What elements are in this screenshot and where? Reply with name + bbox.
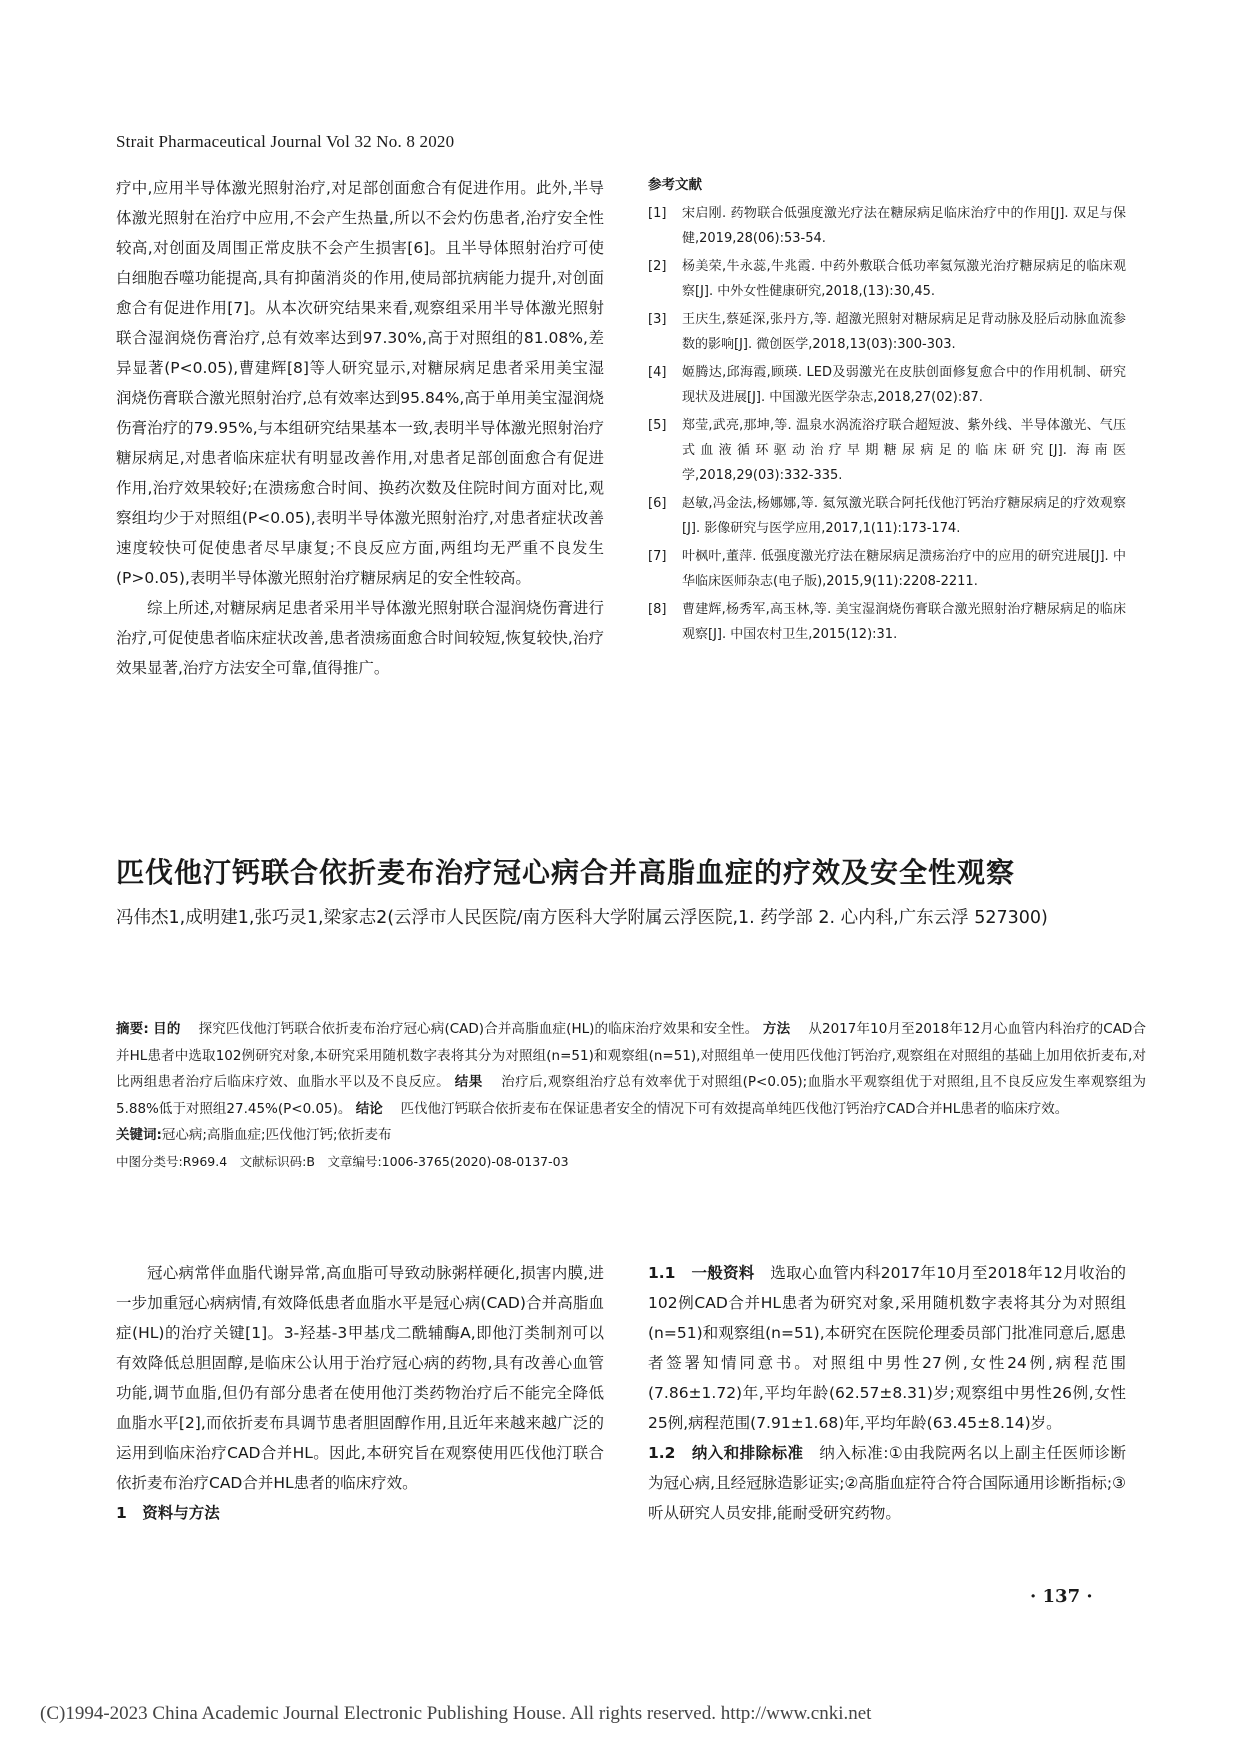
- abstract-part-label: 目的: [153, 1021, 181, 1037]
- reference-text: 郑莹,武亮,那坤,等. 温泉水涡流浴疗联合超短波、紫外线、半导体激光、气压式血液循环驱动治疗早期糖尿病足的临床研究[J]. 海南医学,2018,29(03):332-335.: [682, 418, 1126, 483]
- reference-number: [5]: [648, 418, 667, 433]
- abstract-part-text: 匹伐他汀钙联合依折麦布在保证患者安全的情况下可有效提高单纯匹伐他汀钙治疗CAD合并HL患者的临床疗效。: [400, 1100, 1069, 1117]
- journal-header: Strait Pharmaceutical Journal Vol 32 No. 8 2020: [116, 132, 455, 151]
- reference-list: [648, 201, 1126, 647]
- paragraph: 冠心病常伴血脂代谢异常,高血脂可导致动脉粥样硬化,损害内膜,进一步加重冠心病病情,有效降低患者血脂水平是冠心病(CAD)合并高脂血症(HL)的治疗关键[1]。3-羟基-3甲基戊二酰辅酶A,即他汀类制剂可以有效降低总胆固醇,是临床公认用于治疗冠心病的药物,具有改善心血管功能,调节血脂,但仍有部分患者在使用他汀类药物治疗后不能完全降低血脂水平[2],而依折麦布具调节患者胆固醇作用,且近年来越来越广泛的运用到临床治疗CAD合并HL。因此,本研究旨在观察使用匹伐他汀联合依折麦布治疗CAD合并HL患者的临床疗效。: [116, 1264, 604, 1492]
- reference-text: 曹建辉,杨秀军,高玉林,等. 美宝湿润烧伤膏联合激光照射治疗糖尿病足的临床观察[J]. 中国农村卫生,2015(12):31.: [682, 602, 1126, 642]
- paragraph-text: 选取心血管内科2017年10月至2018年12月收治的102例CAD合并HL患者为研究对象,采用随机数字表将其分为对照组(n=51)和观察组(n=51),本研究在医院伦理委员部门批准同意后,愿患者签署知情同意书。对照组中男性27例,女性24例,病程范围(7.86±1.72)年,平均年龄(62.57±8.31)岁;观察组中男性26例,女性25例,病程范围(7.91±1.68)年,平均年龄(63.45±8.14)岁。: [648, 1264, 1126, 1432]
- page-number: · 137 ·: [1030, 1586, 1093, 1607]
- paragraph: 疗中,应用半导体激光照射治疗,对足部创面愈合有促进作用。此外,半导体激光照射在治疗中应用,不会产生热量,所以不会灼伤患者,治疗安全性较高,对创面及周围正常皮肤不会产生损害[6]。且半导体照射治疗可使白细胞吞噬功能提高,具有抑菌消炎的作用,使局部抗病能力提升,对创面愈合有促进作用[7]。从本次研究结果来看,观察组采用半导体激光照射联合湿润烧伤膏治疗,总有效率达到97.30%,高于对照组的81.08%,差异显著(P<0.05),曹建辉[8]等人研究显示,对糖尿病足患者采用美宝湿润烧伤膏联合激光照射治疗,总有效率达到95.84%,高于单用美宝湿润烧伤膏治疗的79.95%,与本组研究结果基本一致,表明半导体激光照射治疗糖尿病足,对患者临床症状有明显改善作用,对患者足部创面愈合有促进作用,治疗效果较好;在溃疡愈合时间、换药次数及住院时间方面对比,观察组均少于对照组(P<0.05),表明半导体激光照射治疗,对患者症状改善速度较快可促使患者尽早康复;不良反应方面,两组均无严重不良发生(P>0.05),表明半导体激光照射治疗糖尿病足的安全性较高。: [116, 179, 604, 587]
- reference-item: [648, 597, 1126, 647]
- classification-meta: 中图分类号:R969.4 文献标识码:B 文章编号:1006-3765(2020)-08-0137-03: [116, 1153, 569, 1169]
- reference-item: [648, 254, 1126, 304]
- reference-number: [2]: [648, 259, 667, 274]
- abstract-body: [116, 1016, 1146, 1122]
- reference-text: 赵敏,冯金法,杨娜娜,等. 氦氖激光联合阿托伐他汀钙治疗糖尿病足的疗效观察[J]. 影像研究与医学应用,2017,1(11):173-174.: [682, 496, 1126, 536]
- reference-item: [648, 360, 1126, 410]
- copyright-footer: (C)1994-2023 China Academic Journal Electronic Publishing House. All rights reserved. http://www.cnki.net: [40, 1703, 872, 1724]
- keywords-text: 冠心病;高脂血症;匹伐他汀钙;依折麦布: [161, 1127, 392, 1143]
- reference-text: 姬腾达,邱海霞,顾瑛. LED及弱激光在皮肤创面修复愈合中的作用机制、研究现状及进展[J]. 中国激光医学杂志,2018,27(02):87.: [682, 365, 1126, 405]
- references: [648, 173, 1126, 650]
- abstract-part-label: 方法: [762, 1021, 791, 1037]
- abstract-part-text: 治疗后,观察组治疗总有效率优于对照组(P<0.05);血脂水平观察组优于对照组,且不良反应发生率观察组为5.88%低于对照组27.45%(P<0.05)。: [116, 1074, 1147, 1117]
- reference-item: [648, 413, 1126, 488]
- abstract-part-label: 结果: [454, 1074, 483, 1090]
- reference-text: 杨美荣,牛永蕊,牛兆霞. 中药外敷联合低功率氦氖激光治疗糖尿病足的临床观察[J]. 中外女性健康研究,2018,(13):30,45.: [682, 259, 1126, 299]
- reference-number: [8]: [648, 602, 667, 617]
- reference-item: [648, 201, 1126, 251]
- abstract-part-label: 结论: [355, 1100, 383, 1117]
- body-right-column: [648, 1258, 1126, 1528]
- reference-number: [4]: [648, 365, 667, 380]
- paragraph-text: 纳入标准:①由我院两名以上副主任医师诊断为冠心病,且经冠脉造影证实;②高脂血症符合符合国际通用诊断指标;③听从研究人员安排,能耐受研究药物。: [648, 1444, 1126, 1522]
- reference-number: [6]: [648, 496, 667, 511]
- abstract-part-text: 从2017年10月至2018年12月心血管内科治疗的CAD合并HL患者中选取102例研究对象,本研究采用随机数字表将其分为对照组(n=51)和观察组(n=51),对照组单一使用匹伐他汀钙治疗,观察组在对照组的基础上加用依折麦布,对比两组患者治疗后临床疗效、血脂水平以及不良反应。: [116, 1021, 1146, 1090]
- reference-text: 王庆生,蔡延深,张丹方,等. 超激光照射对糖尿病足足背动脉及胫后动脉血流参数的影响[J]. 微创医学,2018,13(03):300-303.: [682, 312, 1126, 352]
- subsection-heading: 1.2 纳入和排除标准: [648, 1444, 804, 1462]
- reference-item: [648, 491, 1126, 541]
- keywords: [116, 1122, 1146, 1149]
- article-authors: 冯伟杰1,成明建1,张巧灵1,梁家志2(云浮市人民医院/南方医科大学附属云浮医院,1. 药学部 2. 心内科,广东云浮 527300): [116, 908, 1048, 928]
- paragraph: 综上所述,对糖尿病足患者采用半导体激光照射联合湿润烧伤膏进行治疗,可促使患者临床症状改善,患者溃疡面愈合时间较短,恢复较快,治疗效果显著,治疗方法安全可靠,值得推广。: [116, 599, 604, 677]
- body-left-column: [116, 1258, 604, 1528]
- subsection-heading: 1.1 一般资料: [648, 1264, 755, 1282]
- paragraph: [648, 1258, 1126, 1438]
- reference-text: 宋启刚. 药物联合低强度激光疗法在糖尿病足临床治疗中的作用[J]. 双足与保健,2019,28(06):53-54.: [682, 206, 1126, 246]
- reference-number: [3]: [648, 312, 667, 327]
- left-column-top: [116, 173, 604, 683]
- reference-item: [648, 544, 1126, 594]
- paragraph: [648, 1438, 1126, 1528]
- reference-number: [7]: [648, 549, 667, 564]
- reference-text: 叶枫叶,董萍. 低强度激光疗法在糖尿病足溃疡治疗中的应用的研究进展[J]. 中华临床医师杂志(电子版),2015,9(11):2208-2211.: [682, 549, 1126, 589]
- reference-item: [648, 307, 1126, 357]
- references-title: 参考文献: [648, 177, 702, 193]
- section-heading: 1 资料与方法: [116, 1504, 220, 1522]
- keywords-label: 关键词:: [116, 1127, 162, 1143]
- article-title: 匹伐他汀钙联合依折麦布治疗冠心病合并高脂血症的疗效及安全性观察: [116, 856, 1016, 889]
- abstract: [116, 1016, 1146, 1175]
- abstract-part-text: 探究匹伐他汀钙联合依折麦布治疗冠心病(CAD)合并高脂血症(HL)的临床治疗效果和安全性。: [198, 1021, 759, 1037]
- abstract-label: 摘要:: [116, 1021, 149, 1037]
- reference-number: [1]: [648, 206, 667, 221]
